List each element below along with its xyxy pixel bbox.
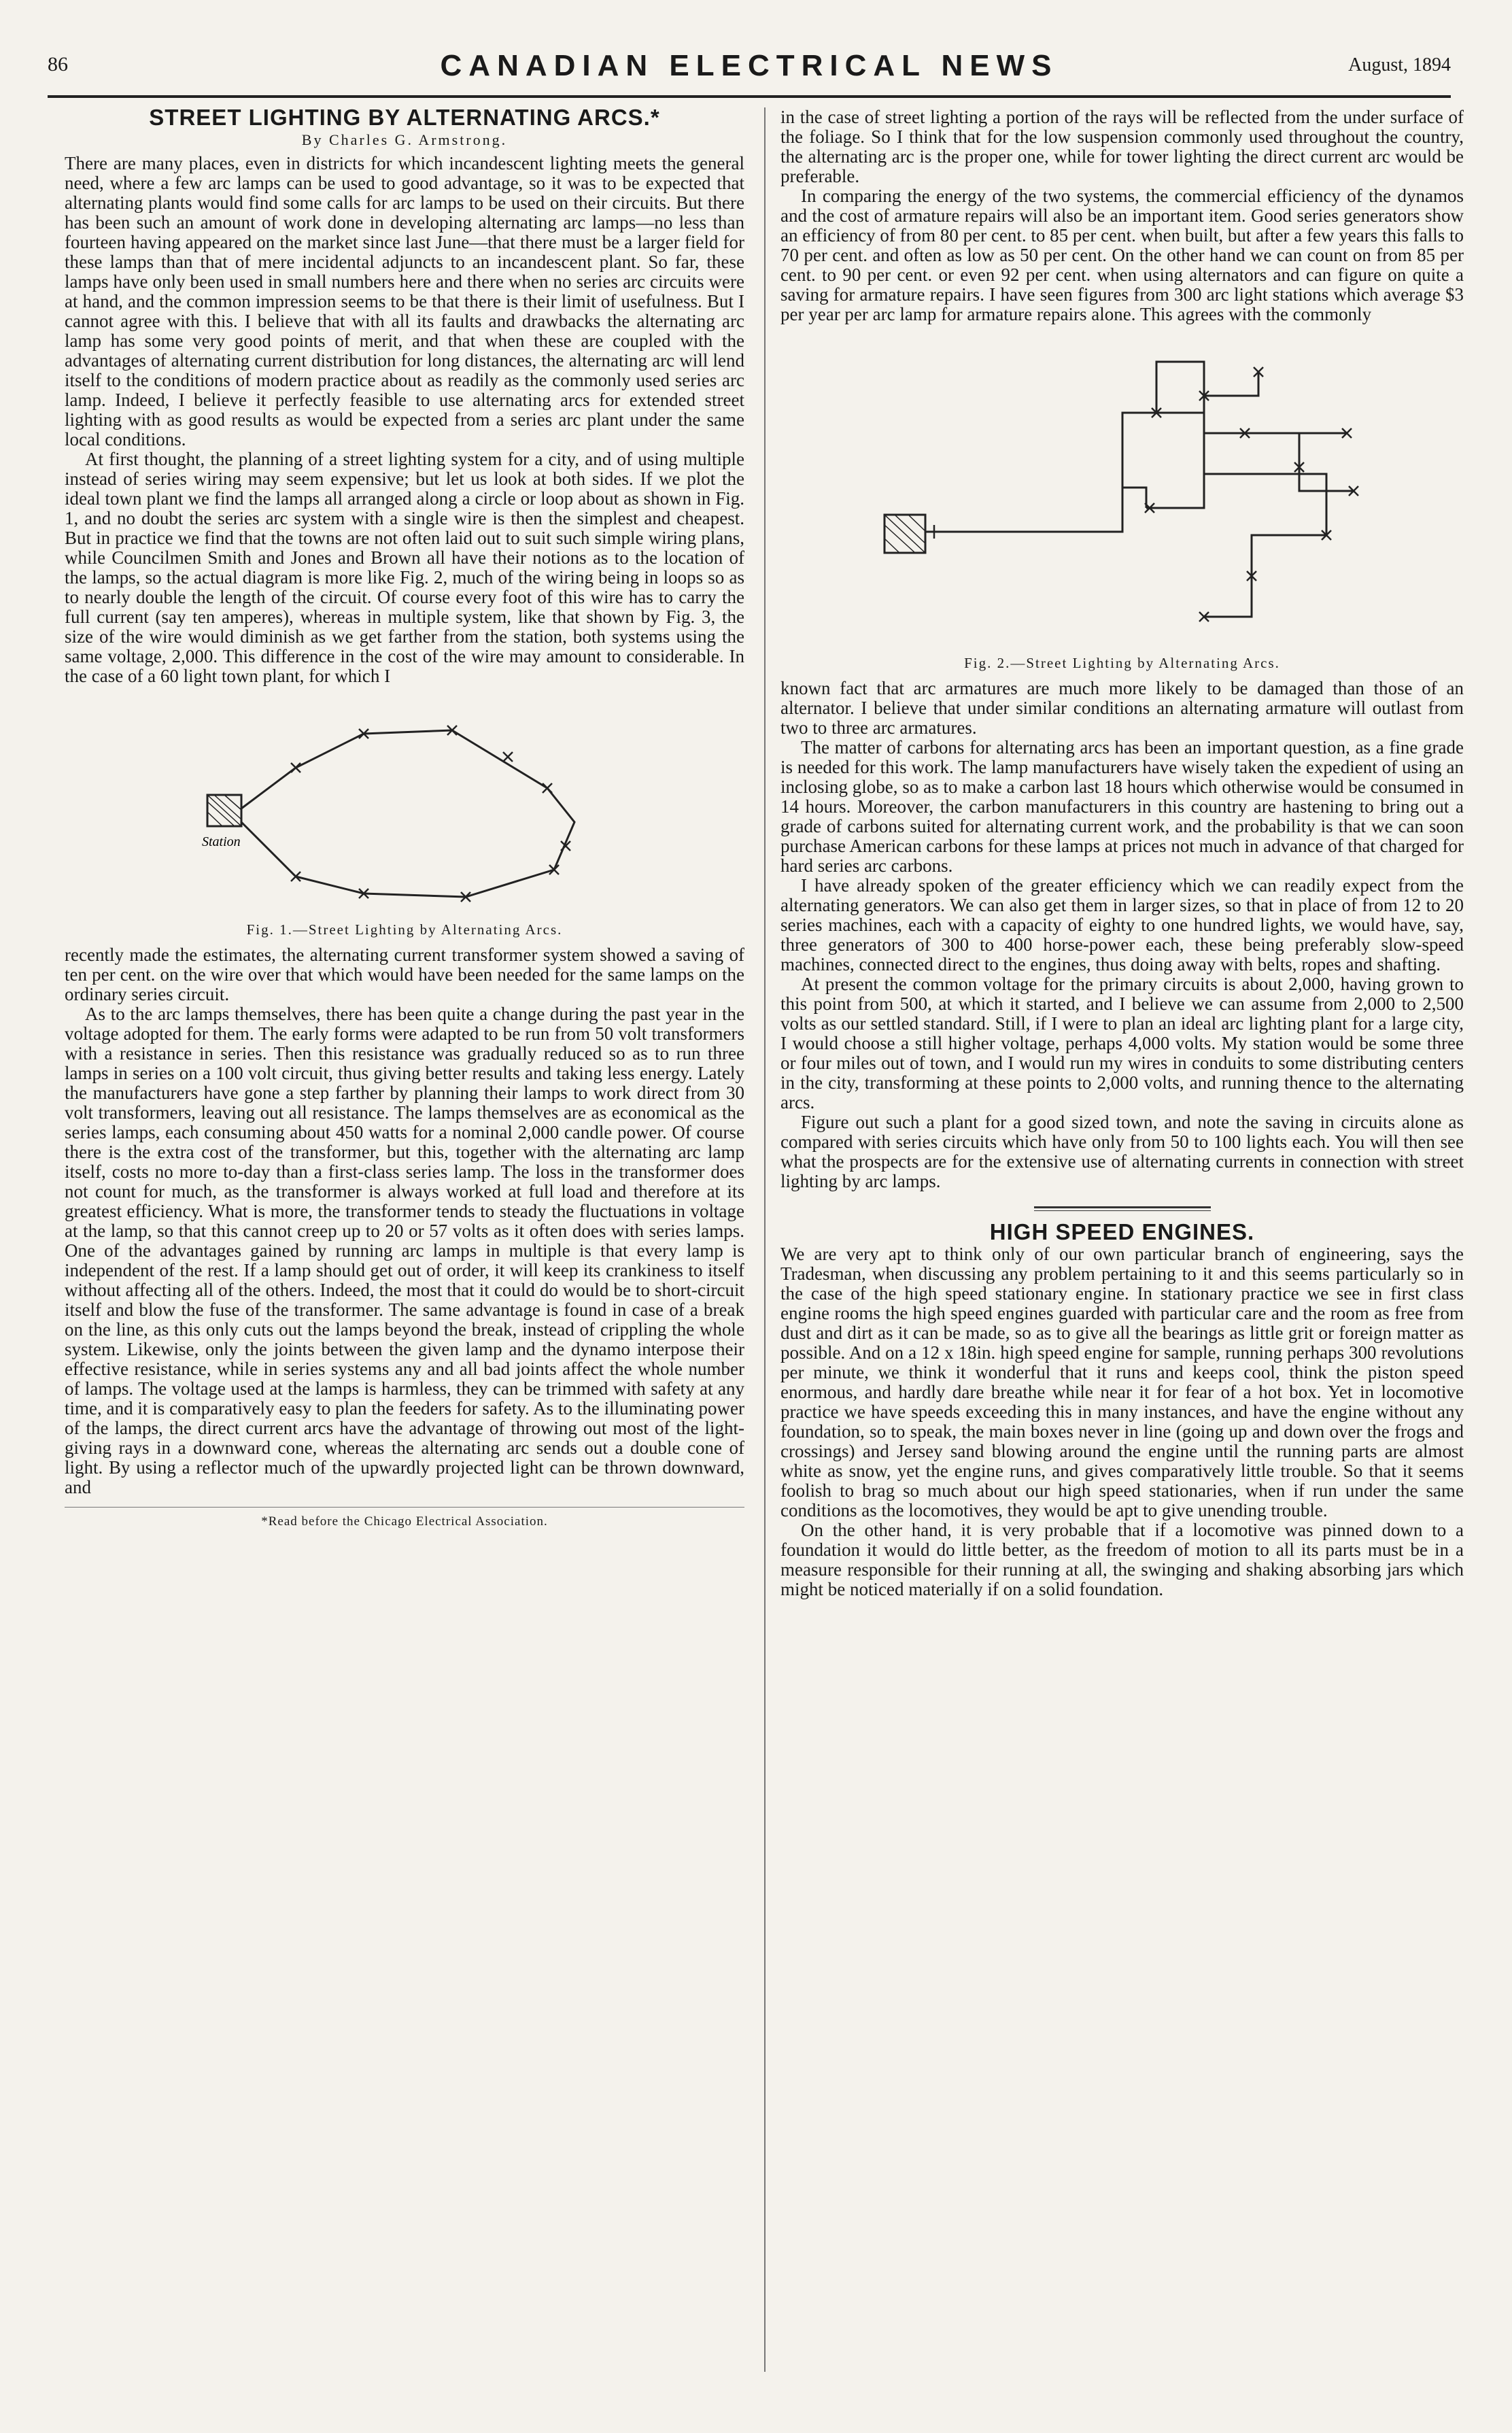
issue-date: August, 1894	[1348, 54, 1451, 75]
article-byline: By Charles G. Armstrong.	[301, 131, 508, 148]
wiring-run	[1204, 433, 1326, 617]
figure-2-diagram	[878, 331, 1367, 651]
figure-1	[65, 693, 744, 940]
paragraph: The matter of carbons for alternating arcs has been an important question, as a fine grade is needed for this work. The lamp manufacturers have wisely taken the expedient of using an inclosing globe, so as to make a carbon last 18 hours which otherwise would be consumed in 14 hours. Moreover, the carbon manufacturers in this country are hastening to bring out a grade of carbons suited for alternating current work, and the probability is that we can soon purchase American carbons for these lamps at prices not much in advance of that charged for hard series arc carbons.	[780, 737, 1464, 876]
paragraph: known fact that arc armatures are much more likely to be damaged than those of an alternator. I believe that under similar conditions an alternating armature will outlast from two to three arc armatures.	[780, 678, 1464, 738]
paragraph: We are very apt to think only of our own particular branch of engineering, says the Tradesman, when discussing any problem pertaining to it and this seems particularly so in the case of the high speed stationary engine. In stationary practice we see in first class engine rooms the high speed engines guarded with particular care and the room as free from dust and dirt as it can be made, so as to give all the bearings as little grit or foreign matter as possible. And on a 12 x 18in. high speed engine for sample, running perhaps 300 revolutions per minute, we think it wonderful that it runs and keeps cool, think the piston speed enormous, and hardly dare breathe while near it for fear of a hot box. Yet in locomotive practice we have speeds exceeding this in many instances, and have the engine without any foundation, so to speak, the main boxes never in line (going up and down over the frogs and crossings) and Jersey sand blowing around the engine until the running parts are almost white as snow, yet the engine runs, and gives comparatively little trouble. So that it seems foolish to brag so much about our high speed stationaries, when if run under the same conditions as the locomotives, they would be apt to give unending trouble.	[780, 1244, 1464, 1520]
right-column	[780, 107, 1464, 1599]
footnote: *Read before the Chicago Electrical Association.	[65, 1507, 744, 1531]
article-title: STREET LIGHTING BY ALTERNATING ARCS.*	[149, 105, 660, 130]
paragraph: In comparing the energy of the two systems, the commercial efficiency of the dynamos and the cost of armature repairs will also be an important item. Good series generators show an efficiency of from 80 per cent. to 85 per cent. when built, but after a few years this falls to 70 per cent. and often as low as 50 per cent. On the other hand we can count on from 85 per cent. to 90 per cent. or even 92 per cent. when using alternators and can figure on quite a saving for armature repairs. I have seen figures from 300 arc light stations which average $3 per year per arc lamp for armature repairs alone. This agrees with the commonly	[780, 186, 1464, 324]
paragraph: recently made the estimates, the alternating current transformer system showed a saving of ten per cent. on the wire over that which would have been needed for the same lamps on the ordinary series circuit.	[65, 945, 744, 1004]
article-title: HIGH SPEED ENGINES.	[989, 1219, 1255, 1244]
page-header	[48, 48, 1451, 98]
paragraph: As to the arc lamps themselves, there has been quite a change during the past year in the voltage adopted for them. The early forms were adapted to be run from 50 volt transformers with a resistance in series. Then this resistance was gradually reduced so as to run three lamps in series on a 100 volt circuit, thus giving better results and taking less energy. Lately the manufacturers have gone a step farther by planning their lamps to work direct from 30 volt transformers, leaving out all resistance. The lamps themselves are as economical as the series lamps, each consuming about 450 watts for a nominal 2,000 candle power. Of course there is the extra cost of the transformer, but this, together with the alternating arc lamp itself, costs no more to-day than a first-class series lamp. The loss in the transformer does not count for much, as the transformer is always worked at full load and therefore at its greatest efficiency. What is more, the transformer tends to steady the fluctuations in voltage at the lamp, so that this cannot creep up to 20 or 57 volts as it often does with series lamps. One of the advantages gained by running arc lamps in multiple is that every lamp is independent of the rest. If a lamp should get out of order, it will keep its crankiness to itself without affecting all of the others. Indeed, the most that it could do would be to short-circuit itself and blow the fuse of the transformer. The same advantage is found in case of a break on the line, as this only cuts out the lamps beyond the break, instead of crippling the whole system. Likewise, only the joints between the given lamp and the dynamo interpose their effective resistance, while in series systems any and all bad joints affect the whole number of lamps. The voltage used at the lamps is harmless, they can be trimmed with safety at any time, and it is comparatively easy to plan the feeders for safety. As to the illuminating power of the lamps, the direct current arcs have the advantage of throwing out most of the light-giving rays in a downward cone, whereas the alternating arc sends out a double cone of light. By using a reflector much of the upwardly projected light can be thrown downward, and	[65, 1004, 744, 1497]
figure-1-diagram	[194, 693, 615, 917]
wiring-run	[1146, 474, 1204, 508]
section-divider	[1034, 1206, 1211, 1211]
column-divider	[764, 107, 766, 2372]
page-number: 86	[48, 53, 68, 75]
paragraph: There are many places, even in districts for which incandescent lighting meets the general need, where a few arc lamps can be used to good advantage, so it was to be expected that alternating plants would find some calls for arc lamps to be used on their circuits. But there has been such an amount of work done in developing alternating arc lamps—no less than fourteen having appeared on the market since last June—that there must be a larger field for these lamps than that of mere incidental adjuncts to an incandescent plant. So far, these lamps have only been used in small numbers here and there when no series arc circuits were at hand, and the common impression seems to be that there is their limit of usefulness. But I cannot agree with this. I believe that with all its faults and drawbacks the alternating arc lamp has some very good points of merit, and that when these are coupled with the advantages of alternating current distribution for long distances, the alternating arc will lend itself to the conditions of modern practice about as readily as the commonly used series arc lamp. Indeed, I believe it perfectly feasible to use alternating arcs for extended street lighting with as good results as would be expected from a series arc plant under the same local conditions.	[65, 153, 744, 449]
wiring-run	[1122, 488, 1146, 508]
wiring-run	[1204, 372, 1258, 396]
station-label: Station	[202, 834, 241, 849]
paragraph: At present the common voltage for the primary circuits is about 2,000, having grown to this point from 500, at which it started, and I believe we can assume from 2,000 to 2,500 volts as our settled standard. Still, if I were to plan an ideal arc lighting plant for a large city, I would choose a still higher voltage, perhaps 4,000 volts. My station would be some three or four miles out of town, and I would run my wires in conduits to some distributing centers in the city, transforming at these points to 2,000 volts, and running thence to the alternating arcs.	[780, 974, 1464, 1112]
lamp-marker	[543, 783, 552, 793]
figure-2-caption: Fig. 2.—Street Lighting by Alternating Arcs.	[964, 655, 1280, 671]
left-column	[65, 107, 744, 1531]
wiring-run	[925, 362, 1354, 532]
paragraph: On the other hand, it is very probable that if a locomotive was pinned down to a foundation it would do little better, as the freedom of motion to all its parts must be in a measure responsible for their running at all, the swinging and shaking absorbing jars which might be noticed materially if on a solid foundation.	[780, 1520, 1464, 1599]
figure-2	[780, 331, 1464, 673]
lamp-markers	[291, 726, 570, 902]
lamp-marker	[503, 752, 513, 762]
paragraph: in the case of street lighting a portion of the rays will be reflected from the under surface of the foliage. So I think that for the low suspension commonly used throughout the country, the alternating arc is the proper one, while for tower lighting the direct current arc would be preferable.	[780, 107, 1464, 186]
paragraph: I have already spoken of the greater efficiency which we can readily expect from the alternating generators. We can also get them in larger sizes, so that in place of from 12 to 20 series machines, each with a capacity of eighty to one hundred lights, we would have, say, three generators of 300 to 400 horse-power each, these being preferably slow-speed machines, connected direct to the engines, thus doing away with belts, ropes and shafting.	[780, 875, 1464, 974]
lamp-marker	[291, 763, 300, 772]
paragraph: At first thought, the planning of a street lighting system for a city, and of using multiple instead of series wiring may seem expensive; but let us look at both sides. If we plot the ideal town plant we find the lamps all arranged along a circle or loop about as shown in Fig. 1, and no doubt the series arc system with a single wire is then the simplest and cheapest. But in practice we find that the towns are not often laid out to suit such simple wiring plans, while Councilmen Smith and Jones and Brown all have their notions as to the location of the lamps, so the actual diagram is more like Fig. 2, much of the wiring being in loops so as to nearly double the length of the circuit. Of course every foot of this wire has to carry the full current (say ten amperes), whereas in multiple system, like that shown by Fig. 3, the size of the wire would diminish as we get farther from the station, both systems using the same voltage, 2,000. This difference in the cost of the wire may amount to considerable. In the case of a 60 light town plant, for which I	[65, 449, 744, 686]
figure-1-caption: Fig. 1.—Street Lighting by Alternating Arcs.	[246, 921, 563, 938]
paragraph: Figure out such a plant for a good sized town, and note the saving in circuits alone as compared with series circuits which have only from 50 to 100 lights each. You will then see what the prospects are for the extensive use of alternating currents in connection with street lighting by arc lamps.	[780, 1112, 1464, 1191]
masthead: CANADIAN ELECTRICAL NEWS	[440, 49, 1059, 82]
